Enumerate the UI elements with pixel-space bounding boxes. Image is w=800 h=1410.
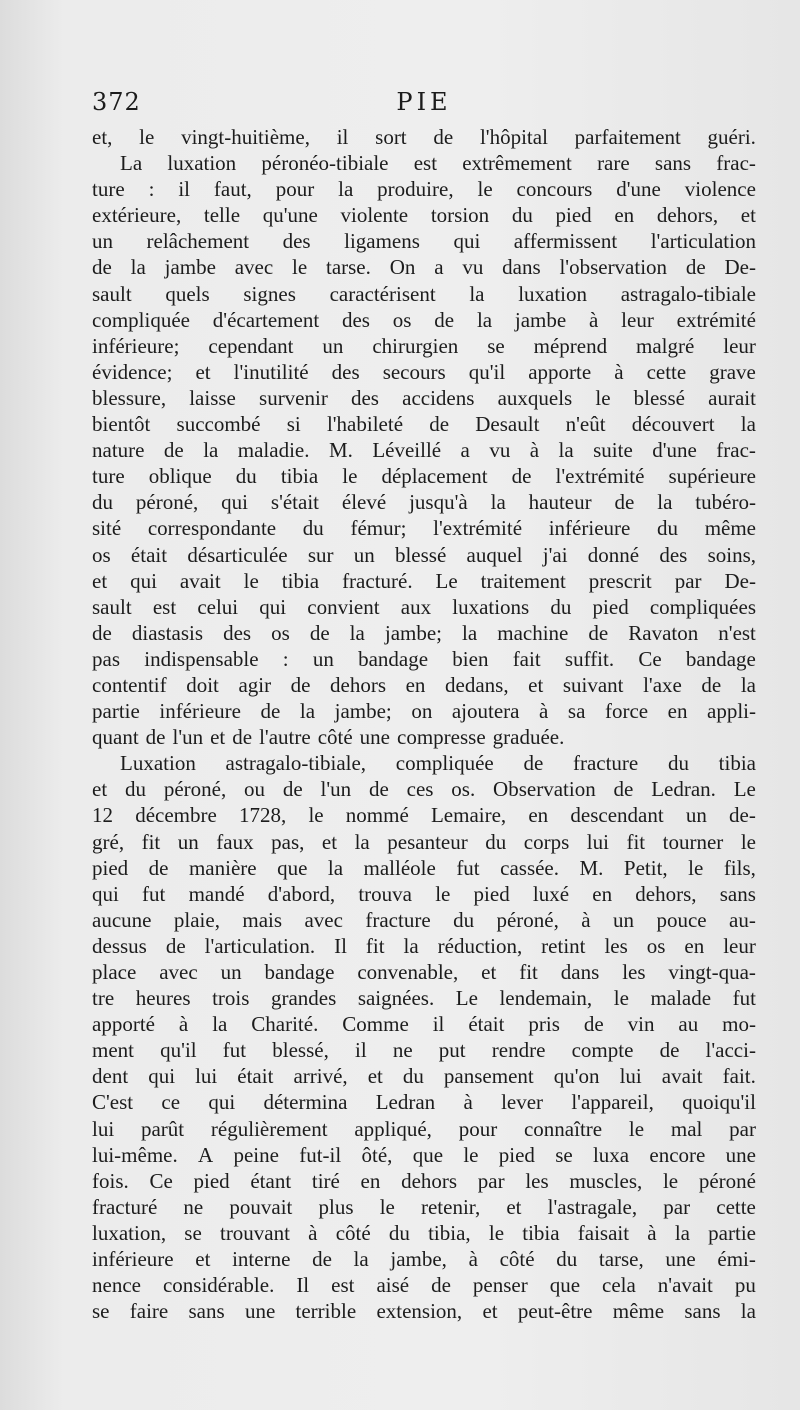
text-line: pas indispensable : un bandage bien fait suffit. Ce bandage [92, 646, 756, 671]
text-line: ture oblique du tibia le déplacement de l'extrémité supérieure [92, 464, 756, 489]
text-line: compliquée d'écartement des os de la jambe à leur extrémité [92, 307, 756, 332]
text-line: nence considérable. Il est aisé de penser que cela n'avait pu [92, 1273, 756, 1298]
text-line: un relâchement des ligamens qui affermissent l'articulation [92, 229, 756, 254]
text-line: blessure, laisse survenir des accidens auxquels le blessé aurait [92, 385, 756, 410]
text-line: tre heures trois grandes saignées. Le lendemain, le malade fut [92, 986, 756, 1011]
text-line: partie inférieure de la jambe; on ajoutera à sa force en appli- [92, 699, 756, 724]
text-line: nature de la maladie. M. Léveillé a vu à la suite d'une frac- [92, 438, 756, 463]
text-line: apporté à la Charité. Comme il était pris de vin au mo- [92, 1012, 756, 1037]
text-line: La luxation péronéo-tibiale est extrêmement rare sans frac- [120, 151, 756, 176]
text-line: de diastasis des os de la jambe; la machine de Ravaton n'est [92, 620, 756, 645]
text-line: fois. Ce pied étant tiré en dehors par les muscles, le péroné [92, 1168, 756, 1193]
text-line: et, le vingt-huitième, il sort de l'hôpital parfaitement guéri. [92, 125, 756, 149]
page-number: 372 [92, 88, 141, 116]
text-line: Luxation astragalo-tibiale, compliquée de fracture du tibia [120, 751, 756, 776]
text-line: quant de l'un et de l'autre côté une compresse graduée. [92, 725, 565, 750]
text-line: et du péroné, ou de l'un de ces os. Observation de Ledran. Le [92, 777, 756, 802]
text-line: lui parût régulièrement appliqué, pour connaître le mal par [92, 1116, 756, 1141]
running-head: PIE [396, 88, 452, 116]
text-line: gré, fit un faux pas, et la pesanteur du corps lui fit tourner le [92, 829, 756, 854]
text-line: dessus de l'articulation. Il fit la réduction, retint les os en leur [92, 933, 756, 958]
text-line: qui fut mandé d'abord, trouva le pied luxé en dehors, sans [92, 881, 756, 906]
page-header [92, 88, 756, 122]
text-line: sault quels signes caractérisent la luxation astragalo-tibiale [92, 281, 756, 306]
text-line: dent qui lui était arrivé, et du pansement qu'on lui avait fait. [92, 1064, 756, 1089]
text-line: place avec un bandage convenable, et fit dans les vingt-qua- [92, 960, 756, 984]
text-line: extérieure, telle qu'une violente torsion du pied en dehors, et [92, 203, 756, 228]
text-line: pied de manière que la malléole fut cassée. M. Petit, le fils, [92, 855, 756, 880]
text-line: inférieure et interne de la jambe, à côté du tarse, une émi- [92, 1247, 756, 1272]
text-line: C'est ce qui détermina Ledran à lever l'appareil, quoiqu'il [92, 1090, 756, 1115]
text-line: aucune plaie, mais avec fracture du péroné, à un pouce au- [92, 907, 756, 932]
text-line: 12 décembre 1728, le nommé Lemaire, en descendant un de- [92, 803, 756, 828]
text-line: ture : il faut, pour la produire, le concours d'une violence [92, 177, 756, 202]
body-text [92, 124, 756, 1324]
text-line: sault est celui qui convient aux luxations du pied compliquées [92, 594, 756, 619]
text-line: lui-même. A peine fut-il ôté, que le pied se luxa encore une [92, 1142, 756, 1167]
text-line: bientôt succombé si l'habileté de Desault n'eût découvert la [92, 412, 756, 437]
text-line: os était désarticulée sur un blessé auquel j'ai donné des soins, [92, 542, 756, 567]
text-line: et qui avait le tibia fracturé. Le traitement prescrit par De- [92, 568, 756, 593]
text-line: fracturé ne pouvait plus le retenir, et l'astragale, par cette [92, 1194, 756, 1219]
text-line: du péroné, qui s'était élevé jusqu'à la hauteur de la tubéro- [92, 490, 756, 515]
text-line: évidence; et l'inutilité des secours qu'il apporte à cette grave [92, 359, 756, 384]
text-line: luxation, se trouvant à côté du tibia, le tibia faisait à la partie [92, 1220, 756, 1245]
text-line: inférieure; cependant un chirurgien se méprend malgré leur [92, 333, 756, 358]
text-line: sité correspondante du fémur; l'extrémité inférieure du même [92, 516, 756, 541]
text-line: ment qu'il fut blessé, il ne put rendre compte de l'acci- [92, 1038, 756, 1063]
text-line: contentif doit agir de dehors en dedans, et suivant l'axe de la [92, 672, 756, 697]
text-line: de la jambe avec le tarse. On a vu dans l'observation de De- [92, 255, 756, 280]
text-line: se faire sans une terrible extension, et peut-être même sans la [92, 1299, 756, 1324]
